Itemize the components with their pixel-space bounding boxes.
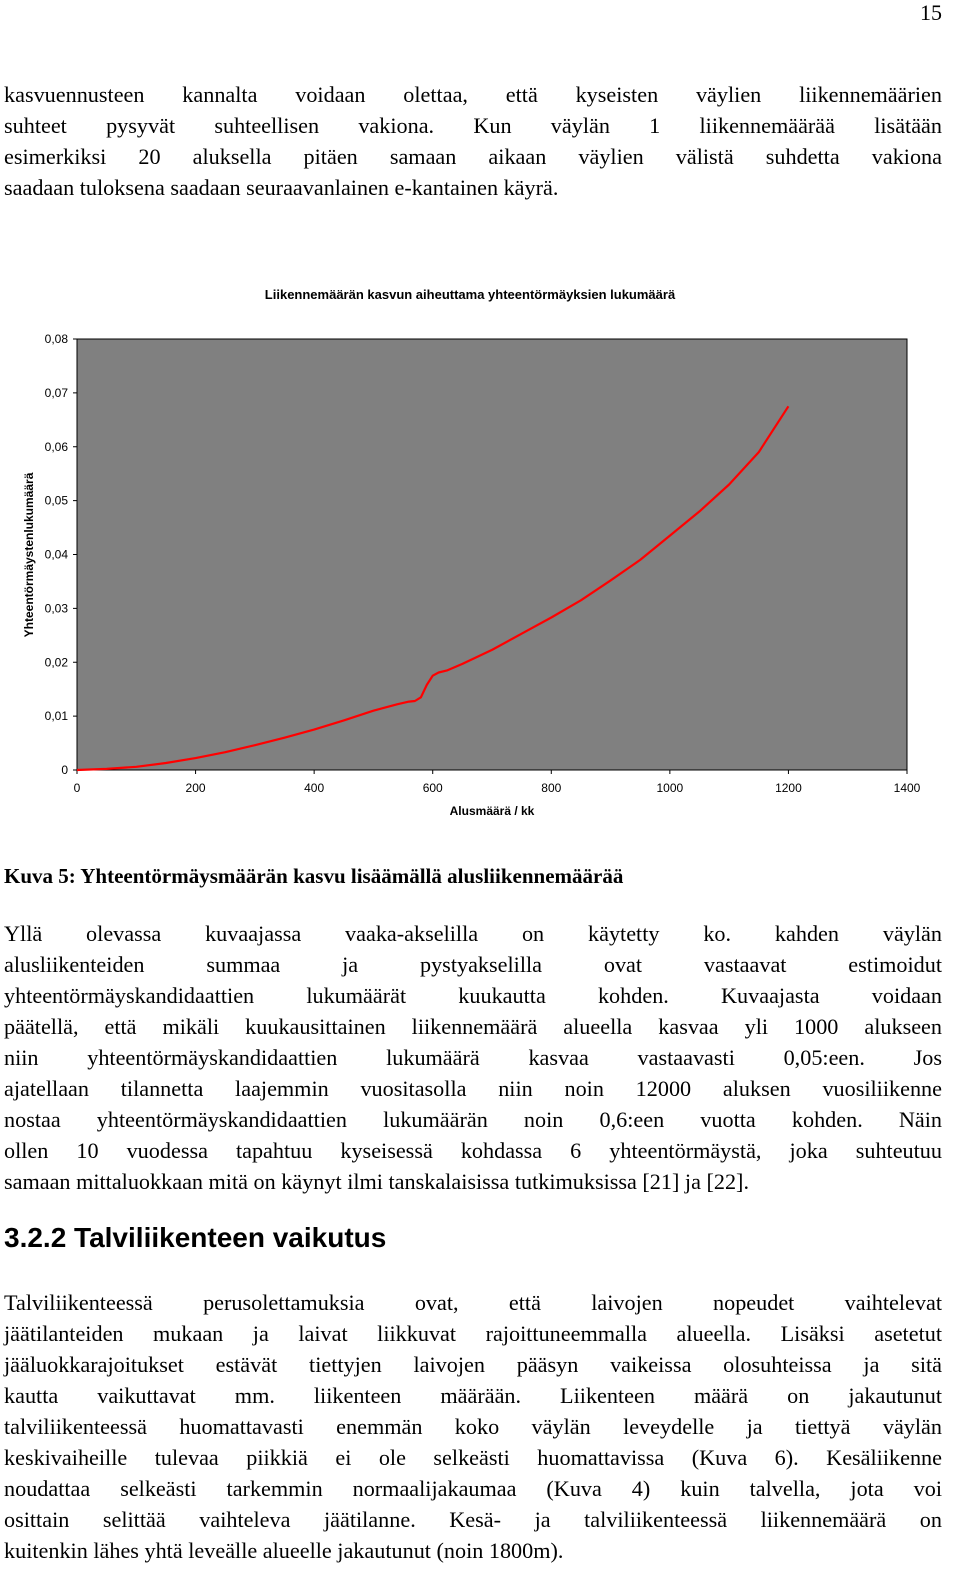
page-number: 15 [920, 0, 942, 25]
x-tick-labels [74, 770, 921, 795]
x-tick-label: 600 [422, 781, 443, 795]
plot-area [77, 339, 907, 770]
y-tick-label: 0,08 [44, 332, 68, 346]
paragraph-line: nostaa yhteentörmäyskandidaattien lukumäärän noin 0,6:een vuotta kohden. Näin [4, 1107, 942, 1132]
paragraph-line: keskivaiheille tulevaa piikkiä ei ole selkeästi huomattavissa (Kuva 6). Kesäliikenne [4, 1445, 942, 1470]
y-tick-label: 0,05 [44, 493, 68, 508]
body-paragraph-2 [4, 1287, 942, 1566]
growth-chart [0, 270, 960, 830]
intro-line: saadaan tuloksena saadaan seuraavanlainen e-kantainen käyrä. [4, 175, 559, 200]
figure-caption: Kuva 5: Yhteentörmäysmäärän kasvu lisäämällä alusliikennemäärää [4, 864, 624, 888]
paragraph-line: jääluokkarajoitukset estävät tiettyjen laivojen pääsyn vaikeissa olosuhteissa ja sitä [4, 1352, 942, 1377]
paragraph-line: noudattaa selkeästi tarkemmin normaalijakaumaa (Kuva 4) kuin talvella, jota voi [4, 1476, 942, 1501]
body-paragraph-1 [4, 918, 942, 1197]
paragraph-line: Talviliikenteessä perusolettamuksia ovat, että laivojen nopeudet vaihtelevat [4, 1290, 942, 1315]
intro-line: kasvuennusteen kannalta voidaan olettaa, että kyseisten väylien liikennemäärien [4, 82, 942, 107]
x-tick-label: 0 [73, 781, 81, 795]
x-tick-label: 1400 [893, 781, 921, 795]
y-tick-label: 0,02 [44, 655, 68, 670]
paragraph-line: samaan mittaluokkaan mitä on käynyt ilmi tanskalaisissa tutkimuksissa [21] ja [22]. [4, 1169, 749, 1194]
intro-line: suhteet pysyvät suhteellisen vakiona. Kun väylän 1 liikennemäärää lisätään [4, 113, 942, 138]
y-axis-label: Yhteentörmäystenlukumäärä [22, 472, 36, 638]
y-tick-label: 0,01 [44, 709, 68, 724]
paragraph-line: niin yhteentörmäyskandidaattien lukumäärä kasvaa vastaavasti 0,05:een. Jos [4, 1045, 942, 1070]
x-axis-label: Alusmäärä / kk [449, 804, 535, 818]
x-tick-label: 1200 [775, 781, 802, 795]
paragraph-line: ollen 10 vuodessa tapahtuu kyseisessä kohdassa 6 yhteentörmäystä, joka suhteutuu [4, 1138, 942, 1163]
x-tick-label: 800 [541, 781, 562, 795]
y-tick-label: 0 [61, 763, 68, 777]
y-tick-label: 0,06 [44, 439, 68, 454]
y-tick-label: 0,07 [44, 385, 68, 400]
x-tick-label: 200 [185, 781, 206, 795]
x-tick-label: 400 [304, 781, 325, 795]
paragraph-line: yhteentörmäyskandidaattien lukumäärät kuukautta kohden. Kuvaajasta voidaan [4, 983, 942, 1008]
paragraph-line: osittain selittää vaihteleva jäätilanne. Kesä- ja talviliikenteessä liikennemäärä on [4, 1507, 942, 1532]
intro-paragraph [4, 79, 942, 203]
paragraph-line: alusliikenteiden summaa ja pystyakselilla ovat vastaavat estimoidut [4, 952, 942, 977]
chart-title: Liikennemäärän kasvun aiheuttama yhteentörmäyksien lukumäärä [264, 287, 676, 302]
y-tick-label: 0,04 [44, 547, 68, 562]
paragraph-line: jäätilanteiden mukaan ja laivat liikkuvat rajoittuneemmalla alueella. Lisäksi asetetut [4, 1321, 942, 1346]
x-tick-label: 1000 [656, 781, 684, 795]
paragraph-line: talviliikenteessä huomattavasti enemmän koko väylän leveydelle ja tiettyä väylän [4, 1414, 942, 1439]
paragraph-line: Yllä olevassa kuvaajassa vaaka-akselilla on käytetty ko. kahden väylän [4, 921, 942, 946]
intro-line: esimerkiksi 20 aluksella pitäen samaan aikaan väylien välistä suhdetta vakiona [4, 144, 942, 169]
paragraph-line: ajatellaan tilannetta laajemmin vuositasolla niin noin 12000 aluksen vuosiliikenne [4, 1076, 942, 1101]
paragraph-line: päätellä, että mikäli kuukausittainen liikennemäärä alueella kasvaa yli 1000 alukseen [4, 1014, 942, 1039]
paragraph-line: kuitenkin lähes yhtä leveälle alueelle jakautunut (noin 1800m). [4, 1538, 564, 1563]
section-heading: 3.2.2 Talviliikenteen vaikutus [4, 1222, 387, 1253]
paragraph-line: kautta vaikuttavat mm. liikenteen määrään. Liikenteen määrä on jakautunut [4, 1383, 942, 1408]
y-tick-labels [45, 332, 77, 777]
y-tick-label: 0,03 [44, 601, 68, 616]
